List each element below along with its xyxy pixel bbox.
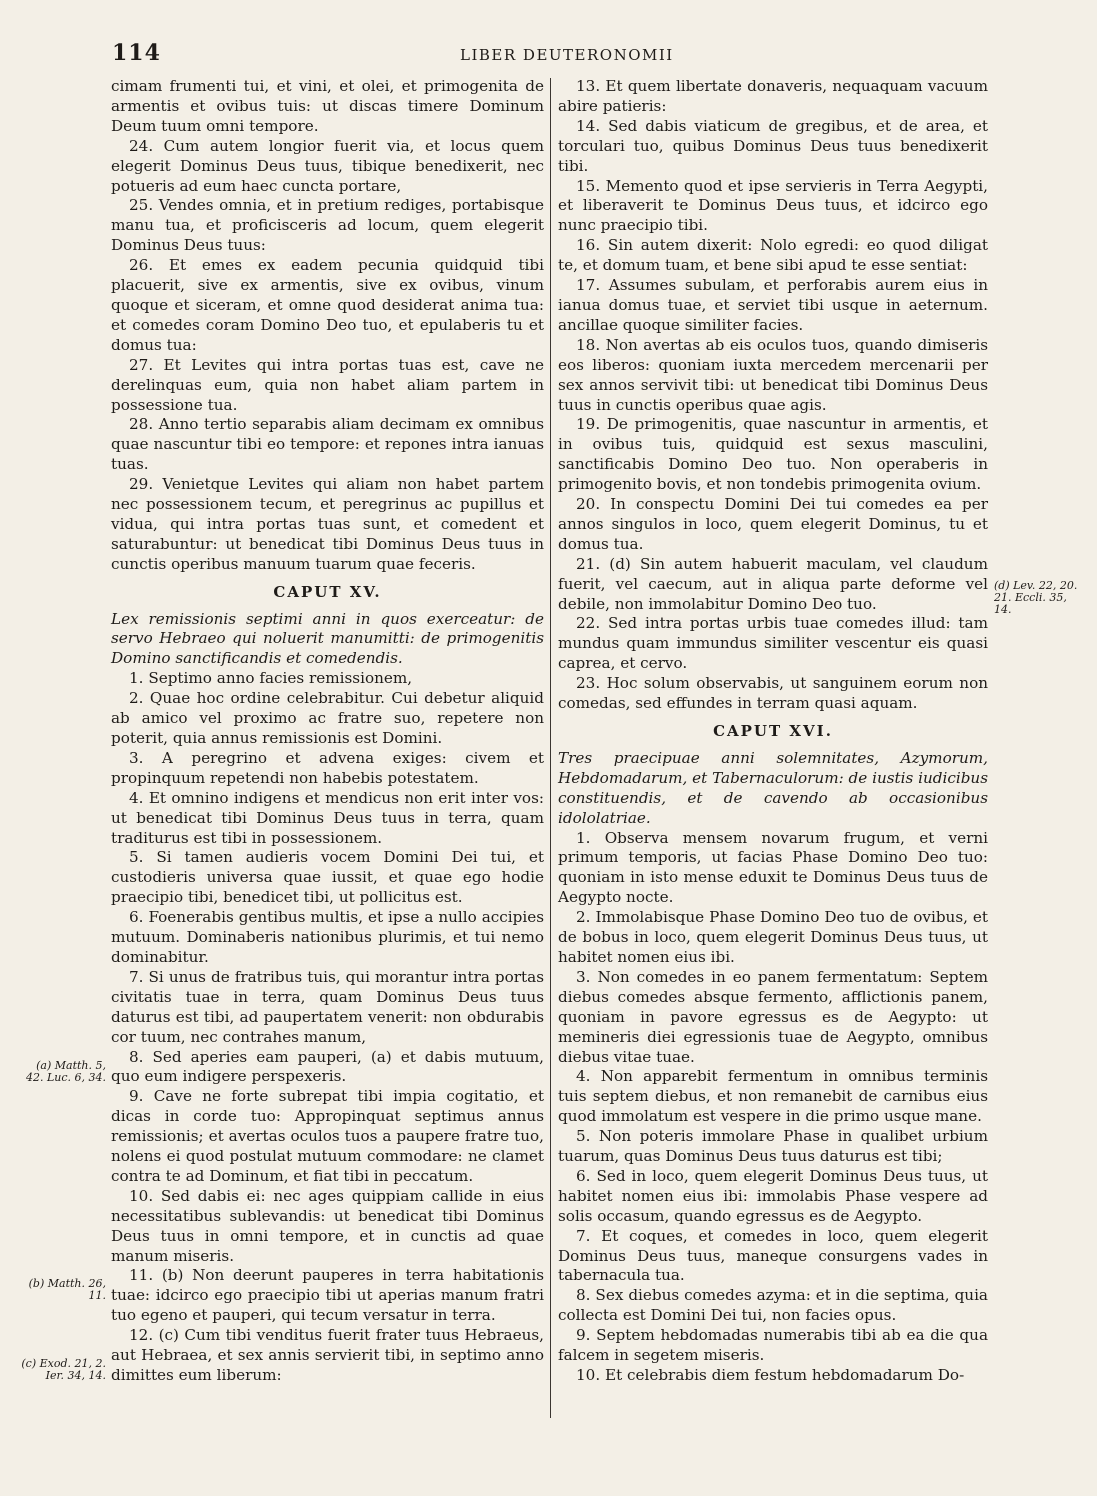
verse: 5. Non poteris immolare Phase in qualibet urbium tuarum, quas Dominus Deus tuus daturus est tibi; xyxy=(558,1127,988,1166)
margin-note-d: (d) Lev. 22, 20. 21. Eccli. 35, 14. xyxy=(994,579,1078,616)
verse: 12. (c) Cum tibi venditus fuerit frater tuus Hebraeus, aut Hebraea, et sex annis servierit tibi, in septimo anno dimittes eum liberum: xyxy=(111,1326,544,1384)
verse: 2. Quae hoc ordine celebrabitur. Cui debetur aliquid ab amico vel proximo ac fratre suo, repetere non poterit, quia annus remissionis est Domini. xyxy=(111,689,544,747)
verse: 25. Vendes omnia, et in pretium rediges, portabisque manu tua, et proficisceris ad locum, quem elegerit Dominus Deus tuus: xyxy=(111,196,544,255)
chapter-summary: Tres praecipuae anni solemnitates, Azymorum, Hebdomadarum, et Tabernaculorum: de iustis iudicibus constituendis, et de cavendo ab occasionibus idololatriae. xyxy=(558,748,988,827)
verse: 11. (b) Non deerunt pauperes in terra habitationis tuae: idcirco ego praecipio tibi ut aperias manum fratri tuo egeno et pauperi, qui tecum versatur in terra. xyxy=(111,1266,544,1325)
verse: 4. Non apparebit fermentum in omnibus terminis tuis septem diebus, et non remanebit de carnibus eius quod immolatum est vespere in die primo usque mane. xyxy=(558,1067,988,1126)
verse: 1. Observa mensem novarum frugum, et verni primum temporis, ut facias Phase Domino Deo tuo: quoniam in isto mense eduxit te Dominus Deus tuus de Aegypto nocte. xyxy=(558,828,988,907)
verse: 10. Sed dabis ei: nec ages quippiam callide in eius necessitatibus sublevandis: ut benedicat tibi Dominus Deus tuus in omni tempore, et in cunctis ad quae manum miseris. xyxy=(111,1186,544,1265)
verse: 8. Sex diebus comedes azyma: et in die septima, quia collecta est Domini Dei tui, non facies opus. xyxy=(558,1286,988,1325)
verse: 13. Et quem libertate donaveris, nequaquam vacuum abire patieris: xyxy=(558,77,988,115)
verse: 15. Memento quod et ipse servieris in Terra Aegypti, et liberaverit te Dominus Deus tuus, et idcirco ego nunc praecipio tibi. xyxy=(558,176,988,235)
page-number: 114 xyxy=(112,40,161,66)
verse: 24. Cum autem longior fuerit via, et locus quem elegerit Dominus Deus tuus, tibique benedixerit, nec potueris ad eum haec cuncta portare, xyxy=(111,136,544,195)
chapter-heading: CAPUT XVI. xyxy=(713,722,833,740)
verse: 14. Sed dabis viaticum de gregibus, et de area, et torculari tuo, quibus Dominus Deus tuus benedixerit tibi. xyxy=(558,116,988,175)
verse: 7. Et coques, et comedes in loco, quem elegerit Dominus Deus tuus, maneque consurgens vades in tabernacula tua. xyxy=(558,1226,988,1285)
continuation-text: cimam frumenti tui, et vini, et olei, et primogenita de armentis et ovibus tuis: ut discas timere Dominum Deum tuum omni tempore. xyxy=(111,77,544,135)
verse: 18. Non avertas ab eis oculos tuos, quando dimiseris eos liberos: quoniam iuxta mercedem mercenarii per sex annos servivit tibi: ut benedicat tibi Dominus Deus tuus in cunctis operibus quae agis. xyxy=(558,335,988,414)
verse: 28. Anno tertio separabis aliam decimam ex omnibus quae nascuntur tibi eo tempore: et repones intra ianuas tuas. xyxy=(111,415,544,474)
verse: 27. Et Levites qui intra portas tuas est, cave ne derelinquas eum, quia non habet aliam partem in possessione tua. xyxy=(111,355,544,414)
verse: 19. De primogenitis, quae nascuntur in armentis, et in ovibus tuis, quidquid est sexus masculini, sanctificabis Domino Deo tuo. Non operaberis in primogenito bovis, et non tondebis primogenita ovium. xyxy=(558,415,988,494)
verse: 1. Septimo anno facies remissionem, xyxy=(129,669,413,688)
verse: 21. (d) Sin autem habuerit maculam, vel claudum fuerit, vel caecum, aut in aliqua parte deforme vel debile, non immolabitur Domino Deo tuo. xyxy=(558,554,988,613)
running-title: LIBER DEUTERONOMII xyxy=(460,46,674,64)
chapter-summary: Lex remissionis septimi anni in quos exerceatur: de servo Hebraeo qui noluerit manumitti: de primogenitis Domino sanctificandis et comedendis. xyxy=(111,609,544,668)
page-header xyxy=(112,40,992,68)
verse: 9. Cave ne forte subrepat tibi impia cogitatio, et dicas in corde tuo: Appropinquat septimus annus remissionis; et avertas oculos tuos a paupere fratre tuo, nolens ei quod postulat mutuum commodare: ne clamet contra te ad Dominum, et fiat tibi in peccatum. xyxy=(111,1087,544,1185)
verse: 22. Sed intra portas urbis tuae comedes illud: tam mundus quam immundus similiter vescentur eis quasi caprea, et cervo. xyxy=(558,614,988,673)
verse: 23. Hoc solum observabis, ut sanguinem eorum non comedas, sed effundes in terram quasi aquam. xyxy=(558,674,988,713)
verse: 29. Venietque Levites qui aliam non habet partem nec possessionem tecum, et peregrinus ac pupillus et vidua, qui intra portas tuas sunt, et comedent et saturabuntur: ut benedicat tibi Dominus Deus tuus in cunctis operibus manuum tuarum quae feceris. xyxy=(111,475,544,573)
verse: 26. Et emes ex eadem pecunia quidquid tibi placuerit, sive ex armentis, sive ex ovibus, vinum quoque et siceram, et omne quod desiderat anima tua: et comedes coram Domino Deo tuo, et epulaberis tu et domus tua: xyxy=(111,256,544,354)
column-divider xyxy=(550,78,551,1418)
left-column xyxy=(111,77,544,1386)
verse: 5. Si tamen audieris vocem Domini Dei tui, et custodieris universa quae iussit, et quae ego hodie praecipio tibi, benedicet tibi, ut pollicitus est. xyxy=(111,848,544,907)
margin-note-a: (a) Matth. 5, 42. Luc. 6, 34. xyxy=(25,1059,106,1084)
verse: 2. Immolabisque Phase Domino Deo tuo de ovibus, et de bobus in loco, quem elegerit Dominus Deus tuus, ut habitet nomen eius ibi. xyxy=(558,908,988,966)
verse: 8. Sed aperies eam pauperi, (a) et dabis mutuum, quo eum indigere perspexeris. xyxy=(111,1047,544,1086)
verse: 6. Foenerabis gentibus multis, et ipse a nullo accipies mutuum. Dominaberis nationibus plurimis, et tui nemo dominabitur. xyxy=(111,908,544,966)
verse: 6. Sed in loco, quem elegerit Dominus Deus tuus, ut habitet nomen eius ibi: immolabis Phase vespere ad solis occasum, quando egressus es de Aegypto. xyxy=(558,1166,988,1225)
right-column xyxy=(558,77,988,1386)
verse: 3. Non comedes in eo panem fermentatum: Septem diebus comedes absque fermento, afflictionis panem, quoniam in pavore egressus es de Aegypto: ut memineris diei egressionis tuae de Aegypto, omnibus diebus vitae tuae. xyxy=(558,967,988,1066)
verse: 16. Sin autem dixerit: Nolo egredi: eo quod diligat te, et domum tuam, et bene sibi apud te esse sentiat: xyxy=(558,236,988,275)
verse: 7. Si unus de fratribus tuis, qui morantur intra portas civitatis tuae in terra, quam Dominus Deus tuus daturus est tibi, ad paupertatem venerit: non obdurabis cor tuum, nec contrahes manum, xyxy=(111,967,544,1046)
verse: 20. In conspectu Domini Dei tui comedes ea per annos singulos in loco, quem elegerit Dominus, tu et domus tua. xyxy=(558,495,988,553)
margin-note-b: (b) Matth. 26, 11. xyxy=(28,1277,106,1302)
verse: 4. Et omnino indigens et mendicus non erit inter vos: ut benedicat tibi Dominus Deus tuus in terra, quam traditurus est tibi in possessionem. xyxy=(111,788,544,847)
verse: 9. Septem hebdomadas numerabis tibi ab ea die qua falcem in segetem miseris. xyxy=(558,1326,988,1365)
verse: 10. Et celebrabis diem festum hebdomadarum Do- xyxy=(576,1366,965,1384)
verse: 3. A peregrino et advena exiges: civem et propinquum repetendi non habebis potestatem. xyxy=(111,748,544,787)
margin-note-c: (c) Exod. 21, 2. Ier. 34, 14. xyxy=(21,1357,106,1382)
verse: 17. Assumes subulam, et perforabis aurem eius in ianua domus tuae, et serviet tibi usque in aeternum. ancillae quoque similiter facies. xyxy=(558,276,988,334)
chapter-heading: CAPUT XV. xyxy=(273,582,382,601)
